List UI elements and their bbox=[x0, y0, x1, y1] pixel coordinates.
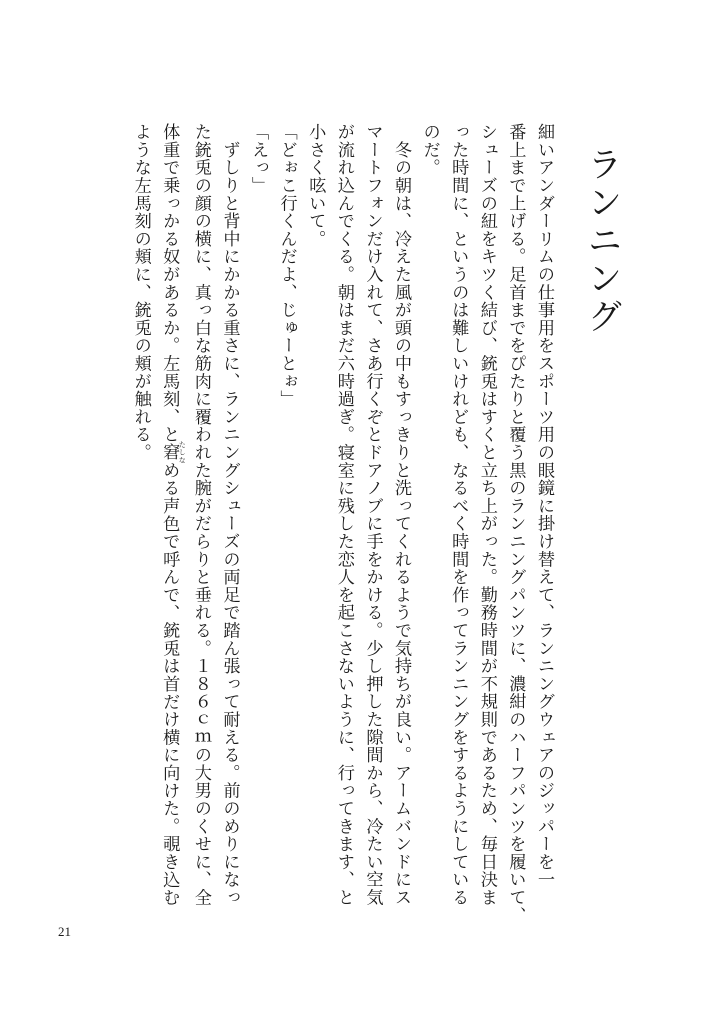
text-line: った時間に、というのは難しいけれども、なるべく時間を作ってランニングをするようにしている bbox=[448, 123, 469, 907]
text-line: ような左馬刻の頬に、銃兎の頬が触れる。 bbox=[130, 123, 151, 462]
page-number: 21 bbox=[58, 924, 71, 939]
text-line: 番上まで上げる。足首までをぴたりと覆う黒のランニングパンツに、濃紺のハーフパンツを履いて、 bbox=[505, 123, 526, 924]
text-line: ずしりと背中にかかる重さに、ランニングシューズの両足で踏ん張って耐える。前のめりになっ bbox=[219, 123, 240, 907]
text-segment: める声色で呼んで、銃兎は首だけ横に向けた。覗き込む bbox=[159, 461, 180, 907]
text-line: 小さく呟いて。 bbox=[305, 123, 326, 248]
text-line: マートフォンだけ入れて、さあ行くぞとドアノブに手をかける。少し押した隙間から、冷たい空気 bbox=[362, 123, 383, 907]
text-line-with-ruby bbox=[155, 123, 187, 923]
text-line: シューズの紐をキツく結び、銃兎はすくと立ち上がった。勤務時間が不規則であるため、毎日決ま bbox=[476, 123, 497, 907]
ruby-word bbox=[159, 440, 187, 464]
text-line: 細いアンダーリムの仕事用をスポーツ用の眼鏡に掛け替えて、ランニングウェアのジッパーを一 bbox=[534, 123, 554, 889]
chapter-title: ランニング bbox=[582, 146, 622, 336]
text-segment: 体重で乗っかる奴があるか。左馬刻、と bbox=[159, 123, 180, 444]
text-line: 冬の朝は、冷えた風が頭の中もすっきりと洗ってくれるようで気持ちが良い。アームバンドにス bbox=[391, 123, 412, 907]
text-line: た銃兎の顔の横に、真っ白な筋肉に覆われた腕がだらりと垂れる。１８６ｃｍの大男のくせに、全 bbox=[190, 123, 211, 907]
ruby-base: 窘 bbox=[159, 440, 180, 464]
text-line: のだ。 bbox=[419, 123, 440, 177]
body-text bbox=[126, 123, 558, 923]
text-line: 「どぉこ行くんだよ、じゅーとぉ」 bbox=[276, 123, 297, 408]
ruby-reading: たしな bbox=[178, 440, 187, 464]
text-line: 「えっ」 bbox=[248, 123, 269, 195]
text-line: が流れ込んでくる。朝はまだ六時過ぎ。寝室に残した恋人を起こさないように、行ってきます、と bbox=[333, 123, 354, 907]
